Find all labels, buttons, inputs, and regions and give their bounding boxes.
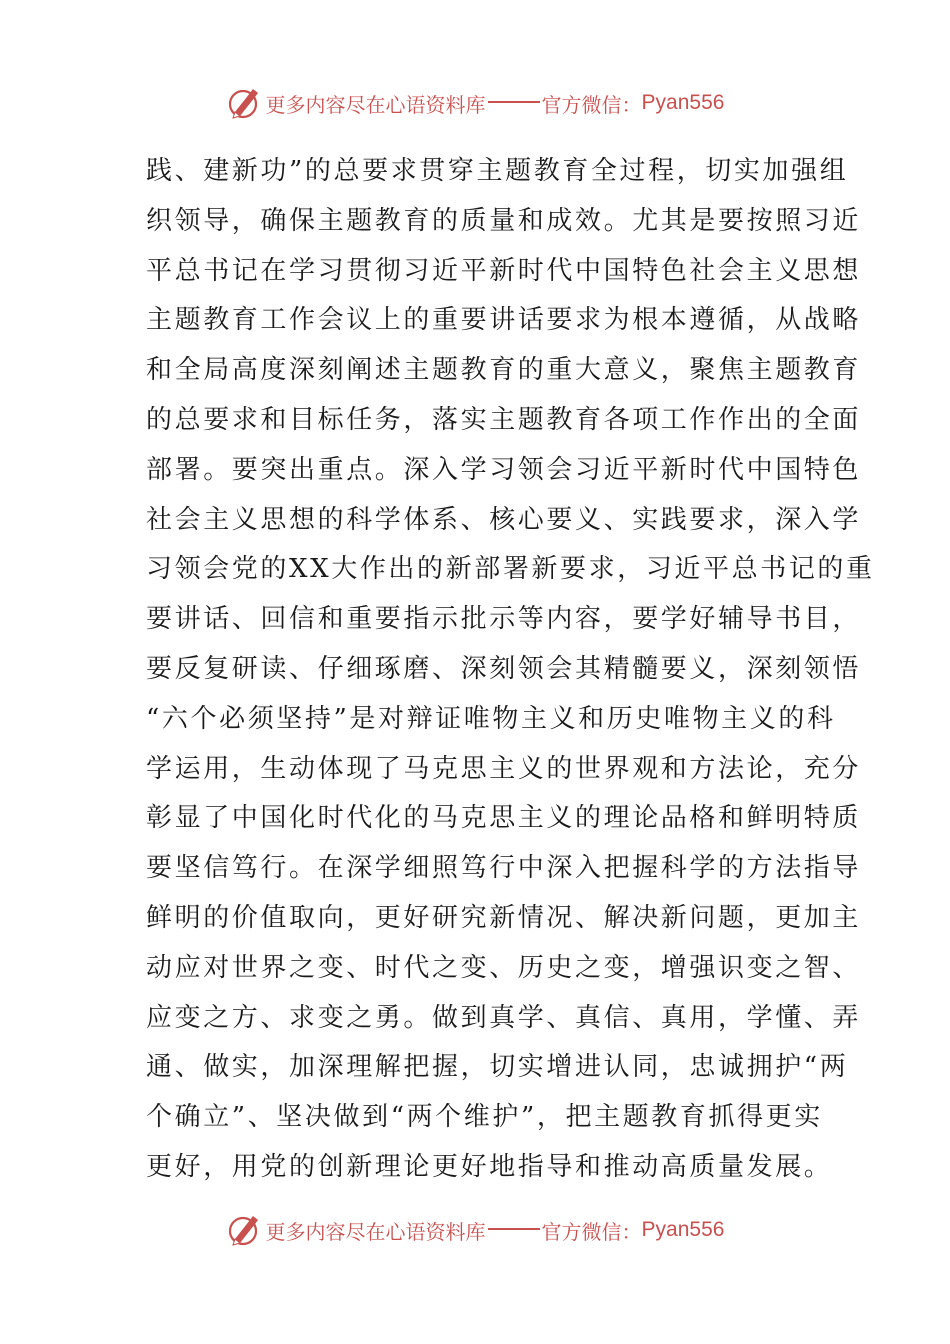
banner-dash bbox=[488, 101, 540, 103]
pen-circle-logo-icon bbox=[226, 85, 262, 121]
body-line: 个确立”、坚决做到“两个维护”，把主题教育抓得更实 bbox=[146, 1102, 823, 1133]
body-line: 应变之方、求变之勇。做到真学、真信、真用，学懂、弄 bbox=[146, 1002, 862, 1033]
banner-dash bbox=[488, 1228, 540, 1230]
body-line: “六个必须坚持”是对辩证唯物主义和历史唯物主义的科 bbox=[146, 703, 836, 734]
banner-wechat-id: Pyan556 bbox=[641, 1218, 725, 1241]
body-line: 通、做实，加深理解把握，切实增进认同，忠诚拥护“两 bbox=[146, 1052, 849, 1083]
body-line: 习领会党的XX大作出的新部署新要求，习近平总书记的重 bbox=[146, 554, 875, 585]
body-line: 学运用，生动体现了马克思主义的世界观和方法论，充分 bbox=[146, 753, 862, 784]
banner-text: 更多内容尽在心语资料库 bbox=[265, 92, 486, 117]
body-line: 社会主义思想的科学体系、核心要义、实践要求，深入学 bbox=[146, 504, 862, 535]
banner-label: 官方微信： bbox=[541, 92, 642, 117]
body-line: 践、建新功”的总要求贯穿主题教育全过程，切实加强组 bbox=[146, 156, 849, 186]
header-banner bbox=[0, 81, 950, 125]
body-line: 动应对世界之变、时代之变、历史之变，增强识变之智、 bbox=[146, 952, 862, 983]
pen-circle-logo-icon bbox=[226, 1212, 262, 1248]
body-line: 平总书记在学习贯彻习近平新时代中国特色社会主义思想 bbox=[146, 255, 862, 286]
body-line: 的总要求和目标任务，落实主题教育各项工作作出的全面 bbox=[146, 404, 862, 435]
body-line: 要讲话、回信和重要指示批示等内容，要学好辅导书目， bbox=[146, 604, 862, 635]
body-line: 要反复研读、仔细琢磨、深刻领会其精髓要义，深刻领悟 bbox=[146, 653, 862, 684]
body-line: 和全局高度深刻阐述主题教育的重大意义，聚焦主题教育 bbox=[146, 355, 862, 386]
banner-wechat-id: Pyan556 bbox=[641, 91, 725, 114]
document-body bbox=[146, 147, 875, 1193]
banner-label: 官方微信： bbox=[541, 1219, 642, 1244]
body-line: 织领导，确保主题教育的质量和成效。尤其是要按照习近 bbox=[146, 205, 862, 236]
body-line: 鲜明的价值取向，更好研究新情况、解决新问题，更加主 bbox=[146, 902, 862, 933]
body-line: 更好，用党的创新理论更好地指导和推动高质量发展。 bbox=[146, 1151, 833, 1182]
body-line: 彰显了中国化时代化的马克思主义的理论品格和鲜明特质 bbox=[146, 803, 862, 834]
footer-banner bbox=[0, 1208, 950, 1252]
body-line: 主题教育工作会议上的重要讲话要求为根本遵循，从战略 bbox=[146, 305, 862, 336]
body-line: 要坚信笃行。在深学细照笃行中深入把握科学的方法指导 bbox=[146, 853, 862, 884]
body-line: 部署。要突出重点。深入学习领会习近平新时代中国特色 bbox=[146, 454, 862, 485]
banner-text: 更多内容尽在心语资料库 bbox=[265, 1219, 486, 1244]
